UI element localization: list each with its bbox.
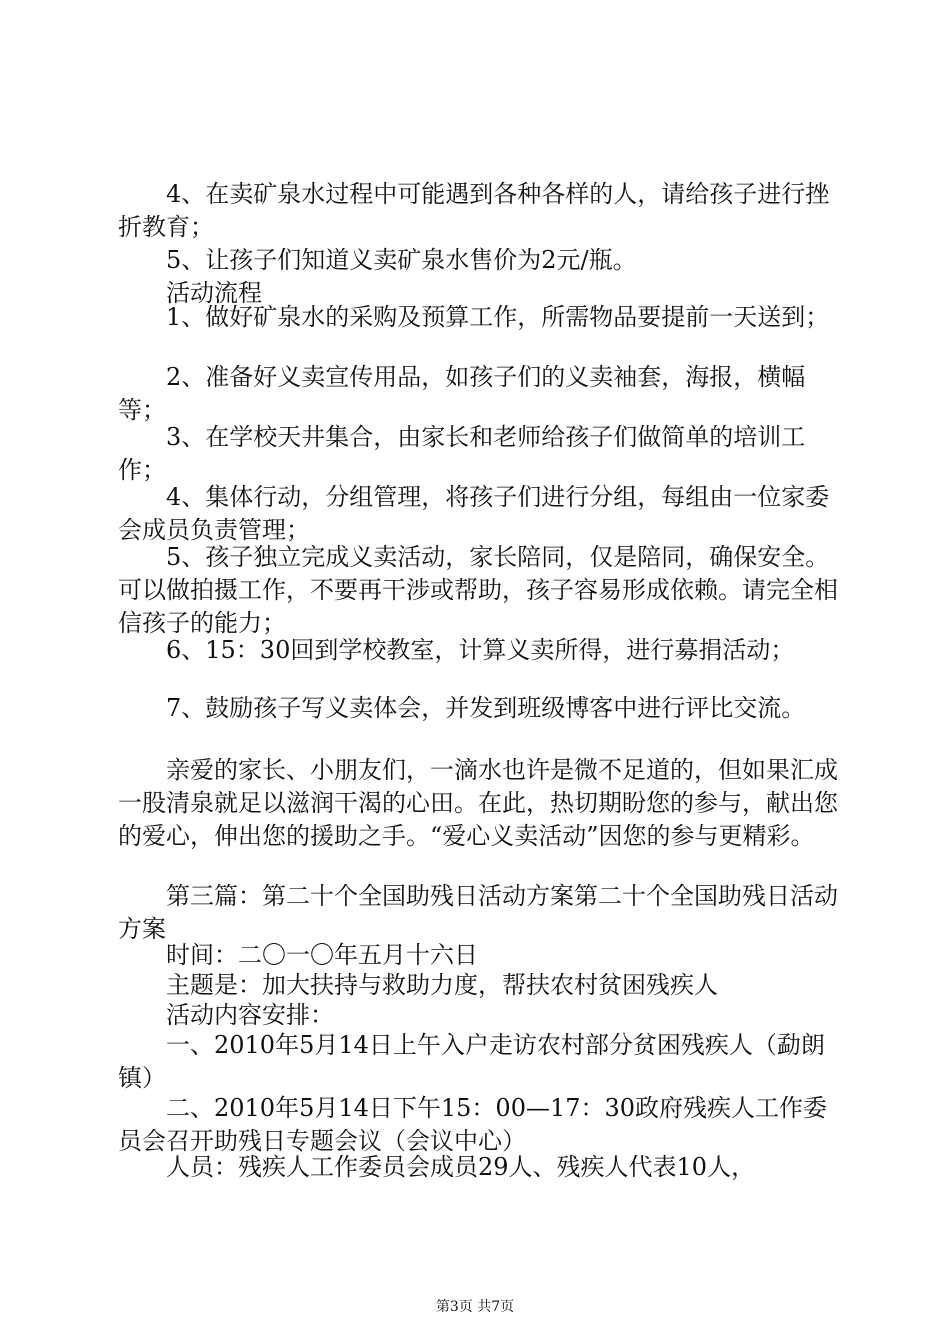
paragraph-appeal: 亲爱的家长、小朋友们，一滴水也许是微不足道的，但如果汇成一股清泉就足以滋润干渴的心田。在此，热切期盼您的参与，献出您的爱心，伸出您的援助之手。“爱心义卖活动”因您的参与更精彩。 (118, 756, 838, 850)
section-title-part-three: 第三篇：第二十个全国助残日活动方案第二十个全国助残日活动方案 (118, 882, 838, 943)
paragraph-flow-7: 7、鼓励孩子写义卖体会，并发到班级博客中进行评比交流。 (118, 694, 806, 722)
paragraph-theme: 主题是：加大扶持与救助力度，帮扶农村贫困残疾人 (118, 971, 718, 999)
paragraph-personnel: 人员：残疾人工作委员会成员29人、残疾人代表10人， (118, 1153, 756, 1181)
paragraph-item-1: 一、2010年5月14日上午入户走访农村部分贫困残疾人（勐朗镇） (118, 1031, 825, 1092)
paragraph-flow-1: 1、做好矿泉水的采购及预算工作，所需物品要提前一天送到； (118, 303, 830, 331)
page-footer: 第3页 共7页 (435, 1299, 515, 1315)
paragraph-mineral-water-setback: 4、在卖矿泉水过程中可能遇到各种各样的人，请给孩子进行挫折教育； (118, 180, 830, 241)
paragraph-flow-6: 6、15：30回到学校教室，计算义卖所得，进行募捐活动； (118, 636, 795, 664)
paragraph-arrangement: 活动内容安排： (118, 1001, 334, 1029)
heading-activity-flow: 活动流程 (118, 279, 262, 307)
paragraph-flow-5: 5、孩子独立完成义卖活动，家长陪同，仅是陪同，确保安全。可以做拍摄工作，不要再干涉或帮助，孩子容易形成依赖。请完全相信孩子的能力； (118, 543, 838, 637)
paragraph-flow-4: 4、集体行动，分组管理，将孩子们进行分组，每组由一位家委会成员负责管理； (118, 483, 830, 544)
paragraph-flow-2: 2、准备好义卖宣传用品，如孩子们的义卖袖套，海报，横幅等； (118, 363, 806, 424)
paragraph-flow-3: 3、在学校天井集合，由家长和老师给孩子们做简单的培训工作； (118, 423, 806, 484)
paragraph-item-2: 二、2010年5月14日下午15：00—17：30政府残疾人工作委员会召开助残日专题会议（会议中心） (118, 1094, 828, 1155)
paragraph-time: 时间：二〇一〇年五月十六日 (118, 941, 478, 969)
paragraph-price: 5、让孩子们知道义卖矿泉水售价为2元/瓶。 (118, 246, 637, 274)
